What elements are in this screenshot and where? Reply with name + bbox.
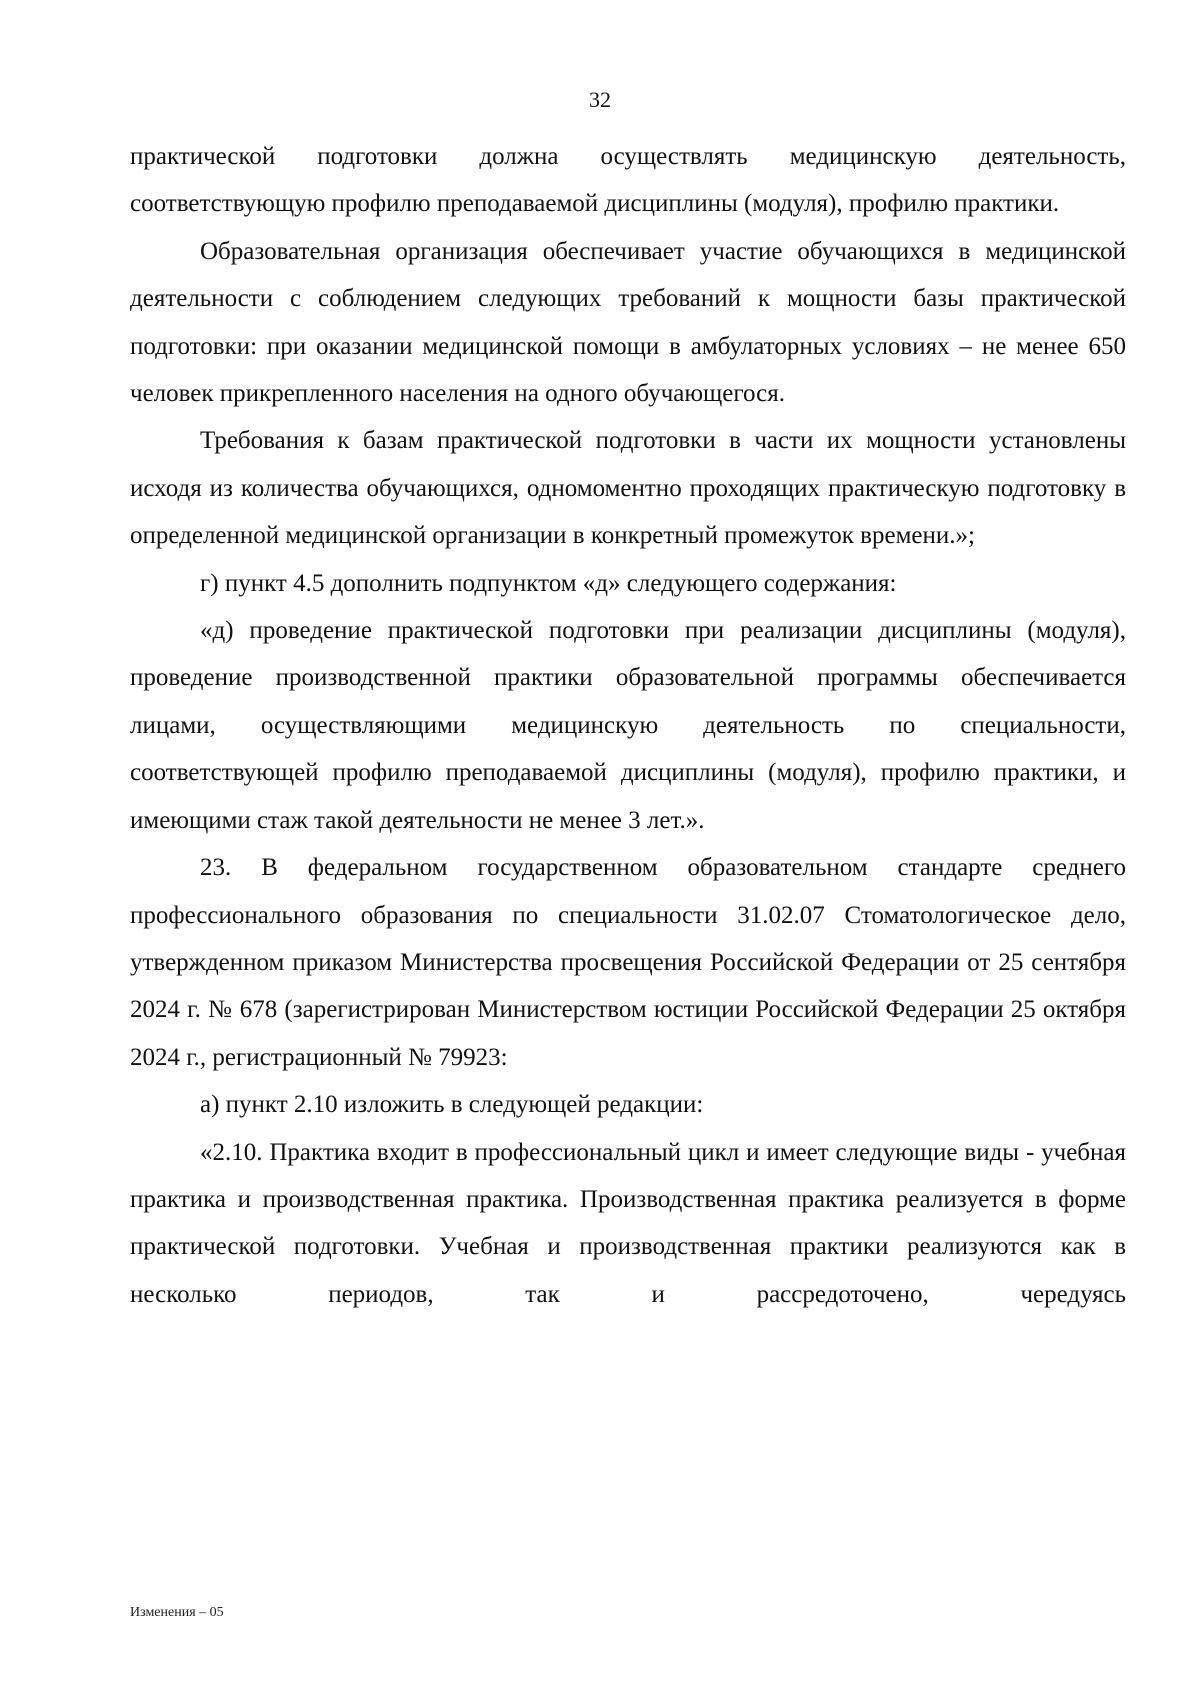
paragraph: практической подготовки должна осуществлять медицинскую деятельность, соответствующую профилю преподаваемой дисциплины (модуля), профилю практики. [130, 143, 1126, 218]
paragraph: Образовательная организация обеспечивает участие обучающихся в медицинской деятельности с соблюдением следующих требований к мощности базы практической подготовки: при оказании медицинской помощи в амбулаторных условиях – не менее 650 человек прикрепленного населения на одного обучающегося. [130, 237, 1126, 408]
paragraph: г) пункт 4.5 дополнить подпунктом «д» следующего содержания: [200, 569, 897, 597]
paragraph: 23. В федеральном государственном образовательном стандарте среднего профессионального образования по специальности 31.02.07 Стоматологическое дело, утвержденном приказом Министерства просвещения Российской Федерации от 25 сентября 2024 г. № 678 (зарегистрирован Министерством юстиции Российской Федерации 25 октября 2024 г., регистрационный № 79923: [130, 854, 1126, 1071]
paragraph: «д) проведение практической подготовки при реализации дисциплины (модуля), проведение производственной практики образовательной программы обеспечивается лицами, осуществляющими медицинскую деятельность по специальности, соответствующей профилю преподаваемой дисциплины (модуля), профилю практики, и имеющими стаж такой деятельности не менее 3 лет.». [130, 617, 1126, 834]
document-body [130, 133, 1126, 1318]
footer-revision-mark: Изменения – 05 [130, 1605, 224, 1620]
page-number: 32 [589, 87, 611, 112]
paragraph: Требования к базам практической подготовки в части их мощности установлены исходя из количества обучающихся, одномоментно проходящих практическую подготовку в определенной медицинской организации в конкретный промежуток времени.»; [130, 427, 1126, 550]
paragraph: «2.10. Практика входит в профессиональный цикл и имеет следующие виды - учебная практика и производственная практика. Производственная практика реализуется в форме практической подготовки. Учебная и производственная практики реализуются как в несколько периодов, так и рассредоточено, чередуясь [130, 1138, 1126, 1308]
paragraph: а) пункт 2.10 изложить в следующей редакции: [200, 1091, 704, 1119]
